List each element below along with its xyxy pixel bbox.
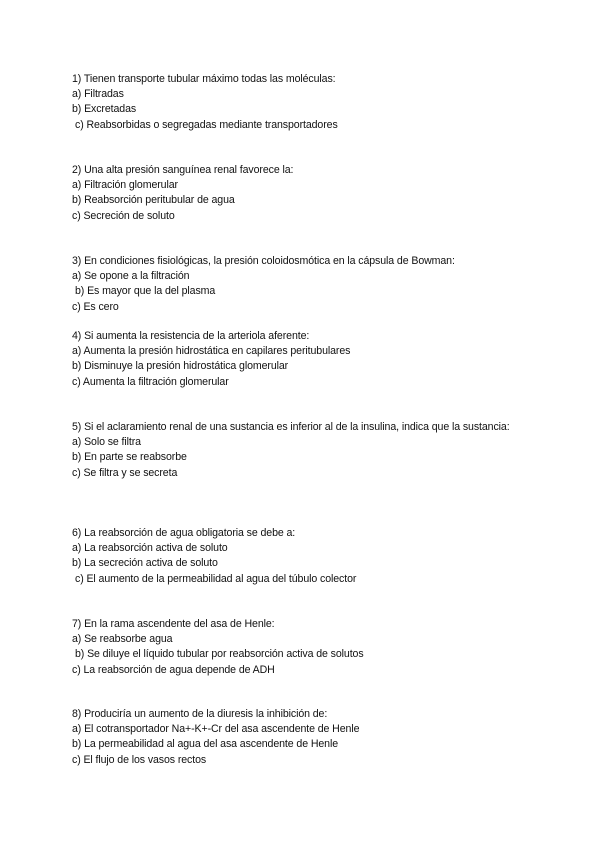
question-2 xyxy=(72,163,532,224)
option-c: c) La reabsorción de agua depende de ADH xyxy=(72,663,275,676)
option-a: a) Solo se filtra xyxy=(72,436,141,449)
question-text: 8) Produciría un aumento de la diuresis la inhibición de: xyxy=(72,708,328,720)
option-c: c) El flujo de los vasos rectos xyxy=(72,753,207,766)
option-a: a) Se opone a la filtración xyxy=(72,270,190,283)
question-8 xyxy=(72,707,532,768)
option-b: b) Es mayor que la del plasma xyxy=(75,285,216,298)
option-b: b) La permeabilidad al agua del asa ascendente de Henle xyxy=(72,738,339,751)
question-text: 7) En la rama ascendente del asa de Henle: xyxy=(72,618,275,630)
option-b: b) La secreción activa de soluto xyxy=(72,557,218,570)
option-a: a) Filtración glomerular xyxy=(72,179,178,192)
option-b: b) En parte se reabsorbe xyxy=(72,451,187,464)
option-c: c) Es cero xyxy=(72,300,119,313)
question-text: 1) Tienen transporte tubular máximo todas las moléculas: xyxy=(72,73,336,85)
question-text: 5) Si el aclaramiento renal de una sustancia es inferior al de la insulina, indica que la sustancia: xyxy=(72,421,510,433)
option-a: a) Se reabsorbe agua xyxy=(72,633,173,646)
question-4 xyxy=(72,329,532,390)
option-c: c) Aumenta la filtración glomerular xyxy=(72,375,229,388)
option-c: c) Se filtra y se secreta xyxy=(72,466,178,479)
question-text: 2) Una alta presión sanguínea renal favorece la: xyxy=(72,164,294,176)
option-a: a) La reabsorción activa de soluto xyxy=(72,542,228,555)
question-6 xyxy=(72,526,532,587)
option-b: b) Se diluye el líquido tubular por reabsorción activa de solutos xyxy=(75,648,364,661)
option-c: c) Secreción de soluto xyxy=(72,209,175,222)
option-b: b) Excretadas xyxy=(72,103,137,116)
option-b: b) Reabsorción peritubular de agua xyxy=(72,194,235,207)
option-c: c) Reabsorbidas o segregadas mediante transportadores xyxy=(75,118,338,131)
question-text: 3) En condiciones fisiológicas, la presión coloidosmótica en la cápsula de Bowman: xyxy=(72,255,455,267)
option-b: b) Disminuye la presión hidrostática glomerular xyxy=(72,360,289,373)
question-7 xyxy=(72,617,532,678)
option-a: a) Aumenta la presión hidrostática en capilares peritubulares xyxy=(72,345,351,358)
question-1 xyxy=(72,72,532,133)
question-text: 4) Si aumenta la resistencia de la arteriola aferente: xyxy=(72,330,310,342)
question-text: 6) La reabsorción de agua obligatoria se debe a: xyxy=(72,527,296,539)
option-c: c) El aumento de la permeabilidad al agua del túbulo colector xyxy=(75,572,357,585)
question-3 xyxy=(72,254,532,315)
option-a: a) Filtradas xyxy=(72,88,124,101)
question-5 xyxy=(72,420,532,481)
option-a: a) El cotransportador Na+-K+-Cr del asa ascendente de Henle xyxy=(72,723,360,736)
